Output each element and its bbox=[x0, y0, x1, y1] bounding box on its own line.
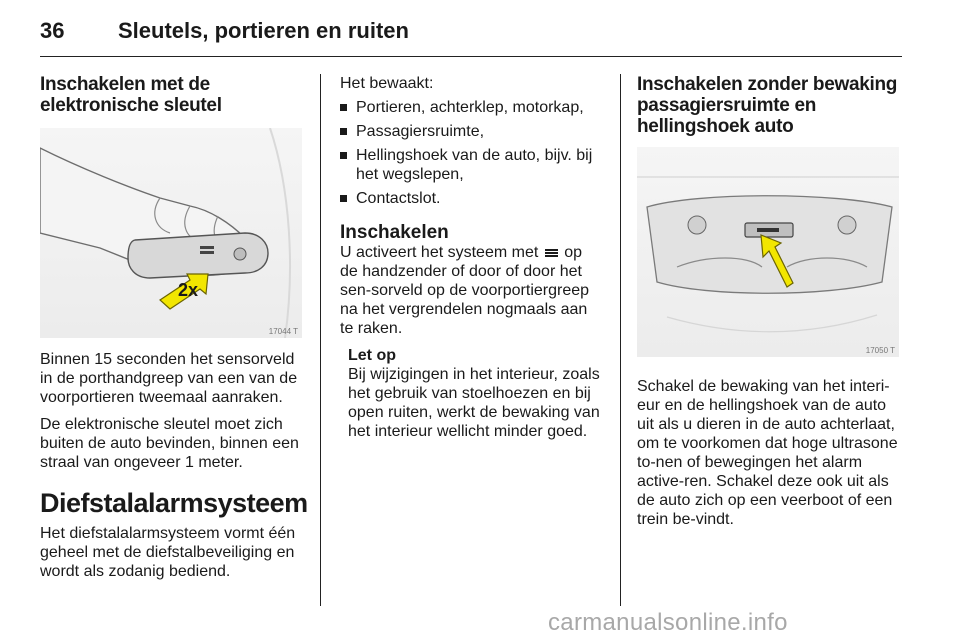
paragraph: Het diefstalalarmsysteem vormt één geheel met de diefstalbeveiliging en wordt als zodanig bediend. bbox=[40, 525, 296, 580]
list-item: Contactslot. bbox=[340, 189, 604, 208]
bullet-icon bbox=[340, 152, 347, 159]
paragraph: De elektronische sleutel moet zich buiten de auto bevinden, binnen een straal van ongeveer 1 meter. bbox=[40, 416, 299, 471]
paragraph: Schakel de bewaking van het interi-eur en de hellingshoek van de auto uit als u dieren in de auto achterlaat, om te voorkomen dat hoge ultrasone to-nen of bewegingen het alarm active-ren. Schakel deze ook uit als de auto zich op een veerboot of een trein be-vindt. bbox=[637, 378, 898, 528]
section-heading-electronic-key: Inschakelen met de elektronische sleutel bbox=[40, 74, 222, 116]
list-item: Hellingshoek van de auto, bijv. bij het wegslepen, bbox=[340, 146, 604, 184]
door-handle-figure bbox=[40, 128, 302, 338]
subheading-activate: Inschakelen bbox=[340, 222, 449, 243]
column-divider-1 bbox=[320, 74, 321, 606]
figure-code: 17044 T bbox=[268, 327, 298, 336]
section-heading-theft-alarm: Diefstalalarmsysteem bbox=[40, 488, 308, 518]
hand-on-door-handle-illustration bbox=[40, 128, 302, 338]
column-3 bbox=[637, 74, 903, 529]
paragraph: Binnen 15 seconden het sensorveld in de porthandgreep van een van de voorportieren tweemaal aanraken. bbox=[40, 351, 298, 406]
section-heading-without-monitoring: Inschakelen zonder bewaking passagiersruimte en hellingshoek auto bbox=[637, 74, 898, 137]
lock-button-icon bbox=[545, 248, 558, 258]
paragraph: U activeert het systeem met op de handzender of door of door het sen-sorveld op de voorportiergreep na het vergrendelen nogmaals aan te raken. bbox=[340, 244, 590, 337]
monitors-intro: Het bewaakt: bbox=[340, 75, 434, 92]
list-item: Portieren, achterklep, motorkap, bbox=[340, 98, 604, 117]
bullet-icon bbox=[340, 128, 347, 135]
watermark: carmanualsonline.info bbox=[548, 609, 788, 636]
list-item: Passagiersruimte, bbox=[340, 122, 604, 141]
monitored-items-list bbox=[340, 98, 604, 208]
ceiling-console-figure bbox=[637, 147, 899, 357]
column-divider-2 bbox=[620, 74, 621, 606]
column-1 bbox=[40, 74, 308, 581]
column-2 bbox=[340, 74, 604, 441]
note-text: Bij wijzigingen in het interieur, zoals het gebruik van stoelhoezen en bij open ruiten, werkt de bewaking van het interieur wellicht minder goed. bbox=[348, 366, 600, 440]
press-count-label: 2x bbox=[178, 280, 199, 300]
figure-code: 17050 T bbox=[865, 346, 895, 355]
bullet-icon bbox=[340, 195, 347, 202]
page-title: Sleutels, portieren en ruiten bbox=[118, 18, 409, 43]
note-box bbox=[340, 346, 604, 441]
ceiling-console-illustration bbox=[637, 147, 899, 357]
header-divider bbox=[40, 56, 902, 57]
page-number: 36 bbox=[40, 18, 65, 43]
bullet-icon bbox=[340, 104, 347, 111]
note-title: Let op bbox=[348, 347, 396, 364]
